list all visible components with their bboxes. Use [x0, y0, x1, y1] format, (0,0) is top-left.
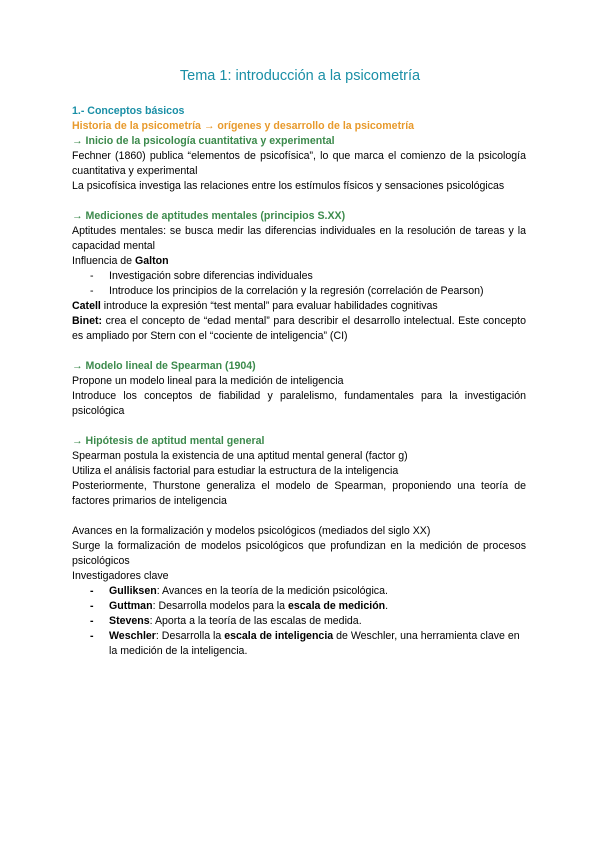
researcher-name: Stevens — [109, 615, 150, 627]
researcher-bold: escala de medición — [288, 600, 386, 612]
paragraph-catell — [72, 299, 526, 314]
galton-name: Galton — [135, 255, 169, 267]
galton-list — [72, 269, 526, 299]
paragraph-investigadores: Investigadores clave — [72, 570, 169, 582]
heading-hipotesis: → Hipótesis de aptitud mental general — [72, 435, 265, 447]
paragraph-fiabilidad: Introduce los conceptos de fiabilidad y paralelismo, fundamentales para la investigación psicológica — [72, 390, 526, 417]
paragraph-formalizacion: Surge la formalización de modelos psicológicos que profundizan en la medición de procesos psicológicos — [72, 540, 526, 567]
binet-text: crea el concepto de “edad mental” para describir el desarrollo intelectual. Este concepto es ampliado por Stern con el “cociente de inteligencia” (CI) — [72, 315, 526, 342]
researcher-after: de Weschler, una herramienta clave en la medición de la inteligencia. — [109, 630, 520, 657]
list-item-text: Introduce los principios de la correlación y la regresión (correlación de Pearson) — [109, 285, 484, 297]
researcher-bold: escala de inteligencia — [224, 630, 334, 642]
investigadores-list — [72, 584, 526, 659]
paragraph-thurstone: Posteriormente, Thurstone generaliza el modelo de Spearman, proponiendo una teoría de factores primarios de inteligencia — [72, 480, 526, 507]
paragraph-avances: Avances en la formalización y modelos psicológicos (mediados del siglo XX) — [72, 525, 431, 537]
paragraph-psicofisica: La psicofísica investiga las relaciones entre los estímulos físicos y sensaciones psicológicas — [72, 180, 505, 192]
list-item: - Stevens: Aporta a la teoría de las escalas de medida. — [90, 615, 362, 627]
section-heading-conceptos: 1.- Conceptos básicos — [72, 105, 185, 117]
researcher-text: : Desarrolla modelos para la — [152, 600, 288, 612]
paragraph-binet — [72, 314, 526, 344]
document-title: Tema 1: introducción a la psicometría — [179, 68, 421, 84]
binet-name: Binet: — [72, 315, 103, 327]
paragraph-aptitudes: Aptitudes mentales: se busca medir las diferencias individuales en la resolución de tareas y la capacidad mental — [72, 225, 526, 252]
document-body — [72, 104, 526, 659]
galton-prefix: Influencia de — [72, 255, 136, 267]
researcher-name: Guttman — [109, 600, 153, 612]
heading-mediciones: → Mediciones de aptitudes mentales (principios S.XX) — [72, 210, 346, 222]
catell-name: Catell — [72, 300, 101, 312]
researcher-name: Weschler — [109, 630, 156, 642]
researcher-text: : Desarrolla la — [155, 630, 225, 642]
list-item-text: Investigación sobre diferencias individuales — [109, 270, 313, 282]
paragraph-fechner: Fechner (1860) publica “elementos de psicofísica”, lo que marca el comienzo de la psicología cuantitativa y experimental — [72, 150, 526, 177]
heading-inicio: → Inicio de la psicología cuantitativa y experimental — [72, 135, 335, 147]
list-item: - Introduce los principios de la correlación y la regresión (correlación de Pearson) — [90, 285, 484, 297]
list-item: - Weschler: Desarrolla la escala de inteligencia de Weschler, una herramienta clave en la medición de la inteligencia. — [90, 630, 520, 657]
list-item: - Gulliksen: Avances en la teoría de la medición psicológica. — [90, 585, 388, 597]
paragraph-galton — [72, 254, 526, 269]
researcher-text: : Aporta a la teoría de las escalas de medida. — [149, 615, 362, 627]
list-item: - Investigación sobre diferencias individuales — [90, 270, 313, 282]
heading-spearman: → Modelo lineal de Spearman (1904) — [72, 360, 256, 372]
paragraph-analisis-factorial: Utiliza el análisis factorial para estudiar la estructura de la inteligencia — [72, 465, 399, 477]
researcher-text: : Avances en la teoría de la medición psicológica. — [156, 585, 388, 597]
catell-text: introduce la expresión “test mental” para evaluar habilidades cognitivas — [100, 300, 438, 312]
researcher-after: . — [385, 600, 389, 612]
subheading-historia: Historia de la psicometría → orígenes y desarrollo de la psicometría — [72, 120, 415, 132]
paragraph-factor-g: Spearman postula la existencia de una aptitud mental general (factor g) — [72, 450, 408, 462]
paragraph-modelo-lineal: Propone un modelo lineal para la medición de inteligencia — [72, 375, 344, 387]
researcher-name: Gulliksen — [109, 585, 157, 597]
list-item: - Guttman: Desarrolla modelos para la escala de medición. — [90, 600, 389, 612]
